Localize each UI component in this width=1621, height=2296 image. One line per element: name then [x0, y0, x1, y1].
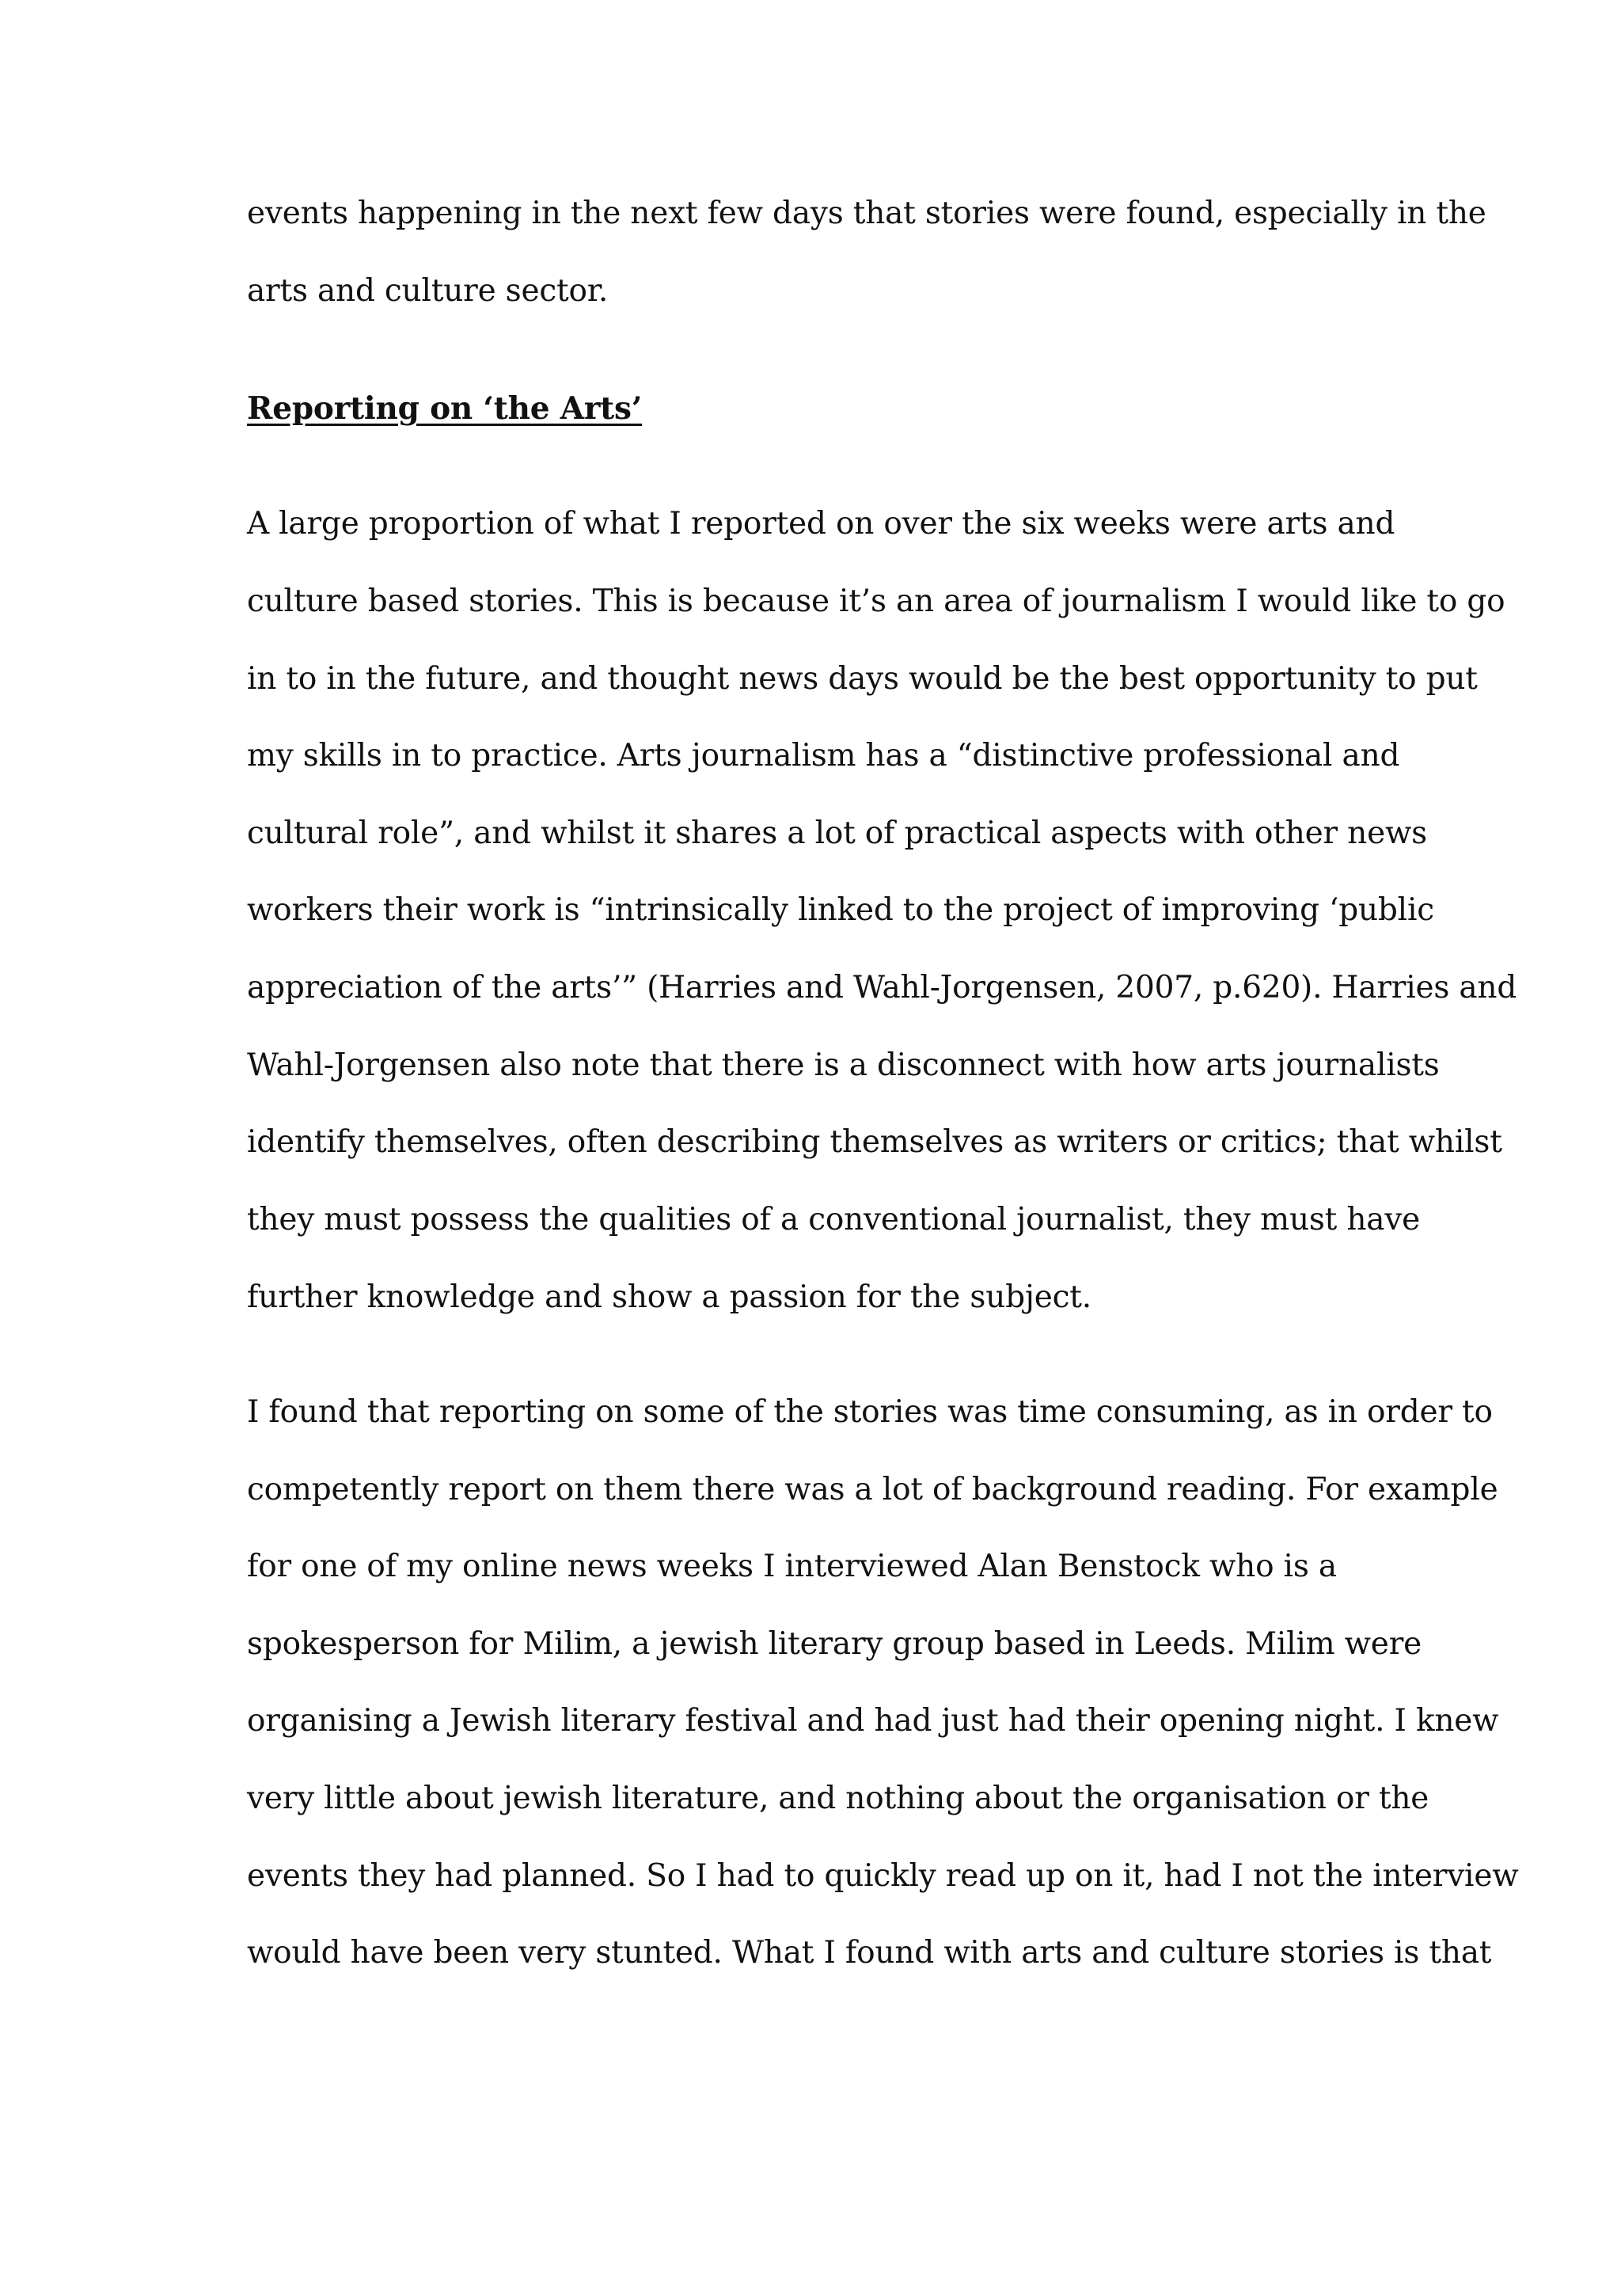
paragraph-1-line: Wahl-Jorgensen also note that there is a disconnect with how arts journalists: [247, 1047, 1440, 1083]
paragraph-1-line: culture based stories. This is because it’s an area of journalism I would like to go: [247, 584, 1505, 619]
paragraph-2-line: events they had planned. So I had to quickly read up on it, had I not the interview: [247, 1858, 1519, 1894]
section-heading: Reporting on ‘the Arts’: [247, 390, 643, 427]
paragraph-1-line: my skills in to practice. Arts journalism has a “distinctive professional and: [247, 738, 1400, 774]
paragraph-2-line: competently report on them there was a lot of background reading. For example: [247, 1472, 1498, 1507]
paragraph-1-line: in to in the future, and thought news days would be the best opportunity to put: [247, 661, 1478, 697]
paragraph-2-line: I found that reporting on some of the stories was time consuming, as in order to: [247, 1394, 1493, 1430]
paragraph-2-line: spokesperson for Milim, a jewish literary group based in Leeds. Milim were: [247, 1626, 1422, 1662]
paragraph-1-line: they must possess the qualities of a conventional journalist, they must have: [247, 1202, 1421, 1237]
paragraph-1-line: A large proportion of what I reported on over the six weeks were arts and: [247, 506, 1395, 542]
paragraph-2-line: organising a Jewish literary festival and had just had their opening night. I knew: [247, 1703, 1499, 1739]
paragraph-1-line: identify themselves, often describing themselves as writers or critics; that whilst: [247, 1124, 1502, 1160]
paragraph-2-line: for one of my online news weeks I interviewed Alan Benstock who is a: [247, 1549, 1337, 1584]
body-line: events happening in the next few days that stories were found, especially in the: [247, 196, 1486, 231]
paragraph-1-line: workers their work is “intrinsically linked to the project of improving ‘public: [247, 892, 1434, 928]
paragraph-1-line: further knowledge and show a passion for the subject.: [247, 1279, 1091, 1315]
paragraph-2-line: would have been very stunted. What I found with arts and culture stories is that: [247, 1935, 1492, 1971]
paragraph-1-line: cultural role”, and whilst it shares a lot of practical aspects with other news: [247, 815, 1427, 851]
paragraph-2-line: very little about jewish literature, and nothing about the organisation or the: [247, 1781, 1429, 1816]
body-line: arts and culture sector.: [247, 273, 609, 309]
paragraph-1-line: appreciation of the arts’” (Harries and Wahl-Jorgensen, 2007, p.620). Harries and: [247, 970, 1517, 1005]
